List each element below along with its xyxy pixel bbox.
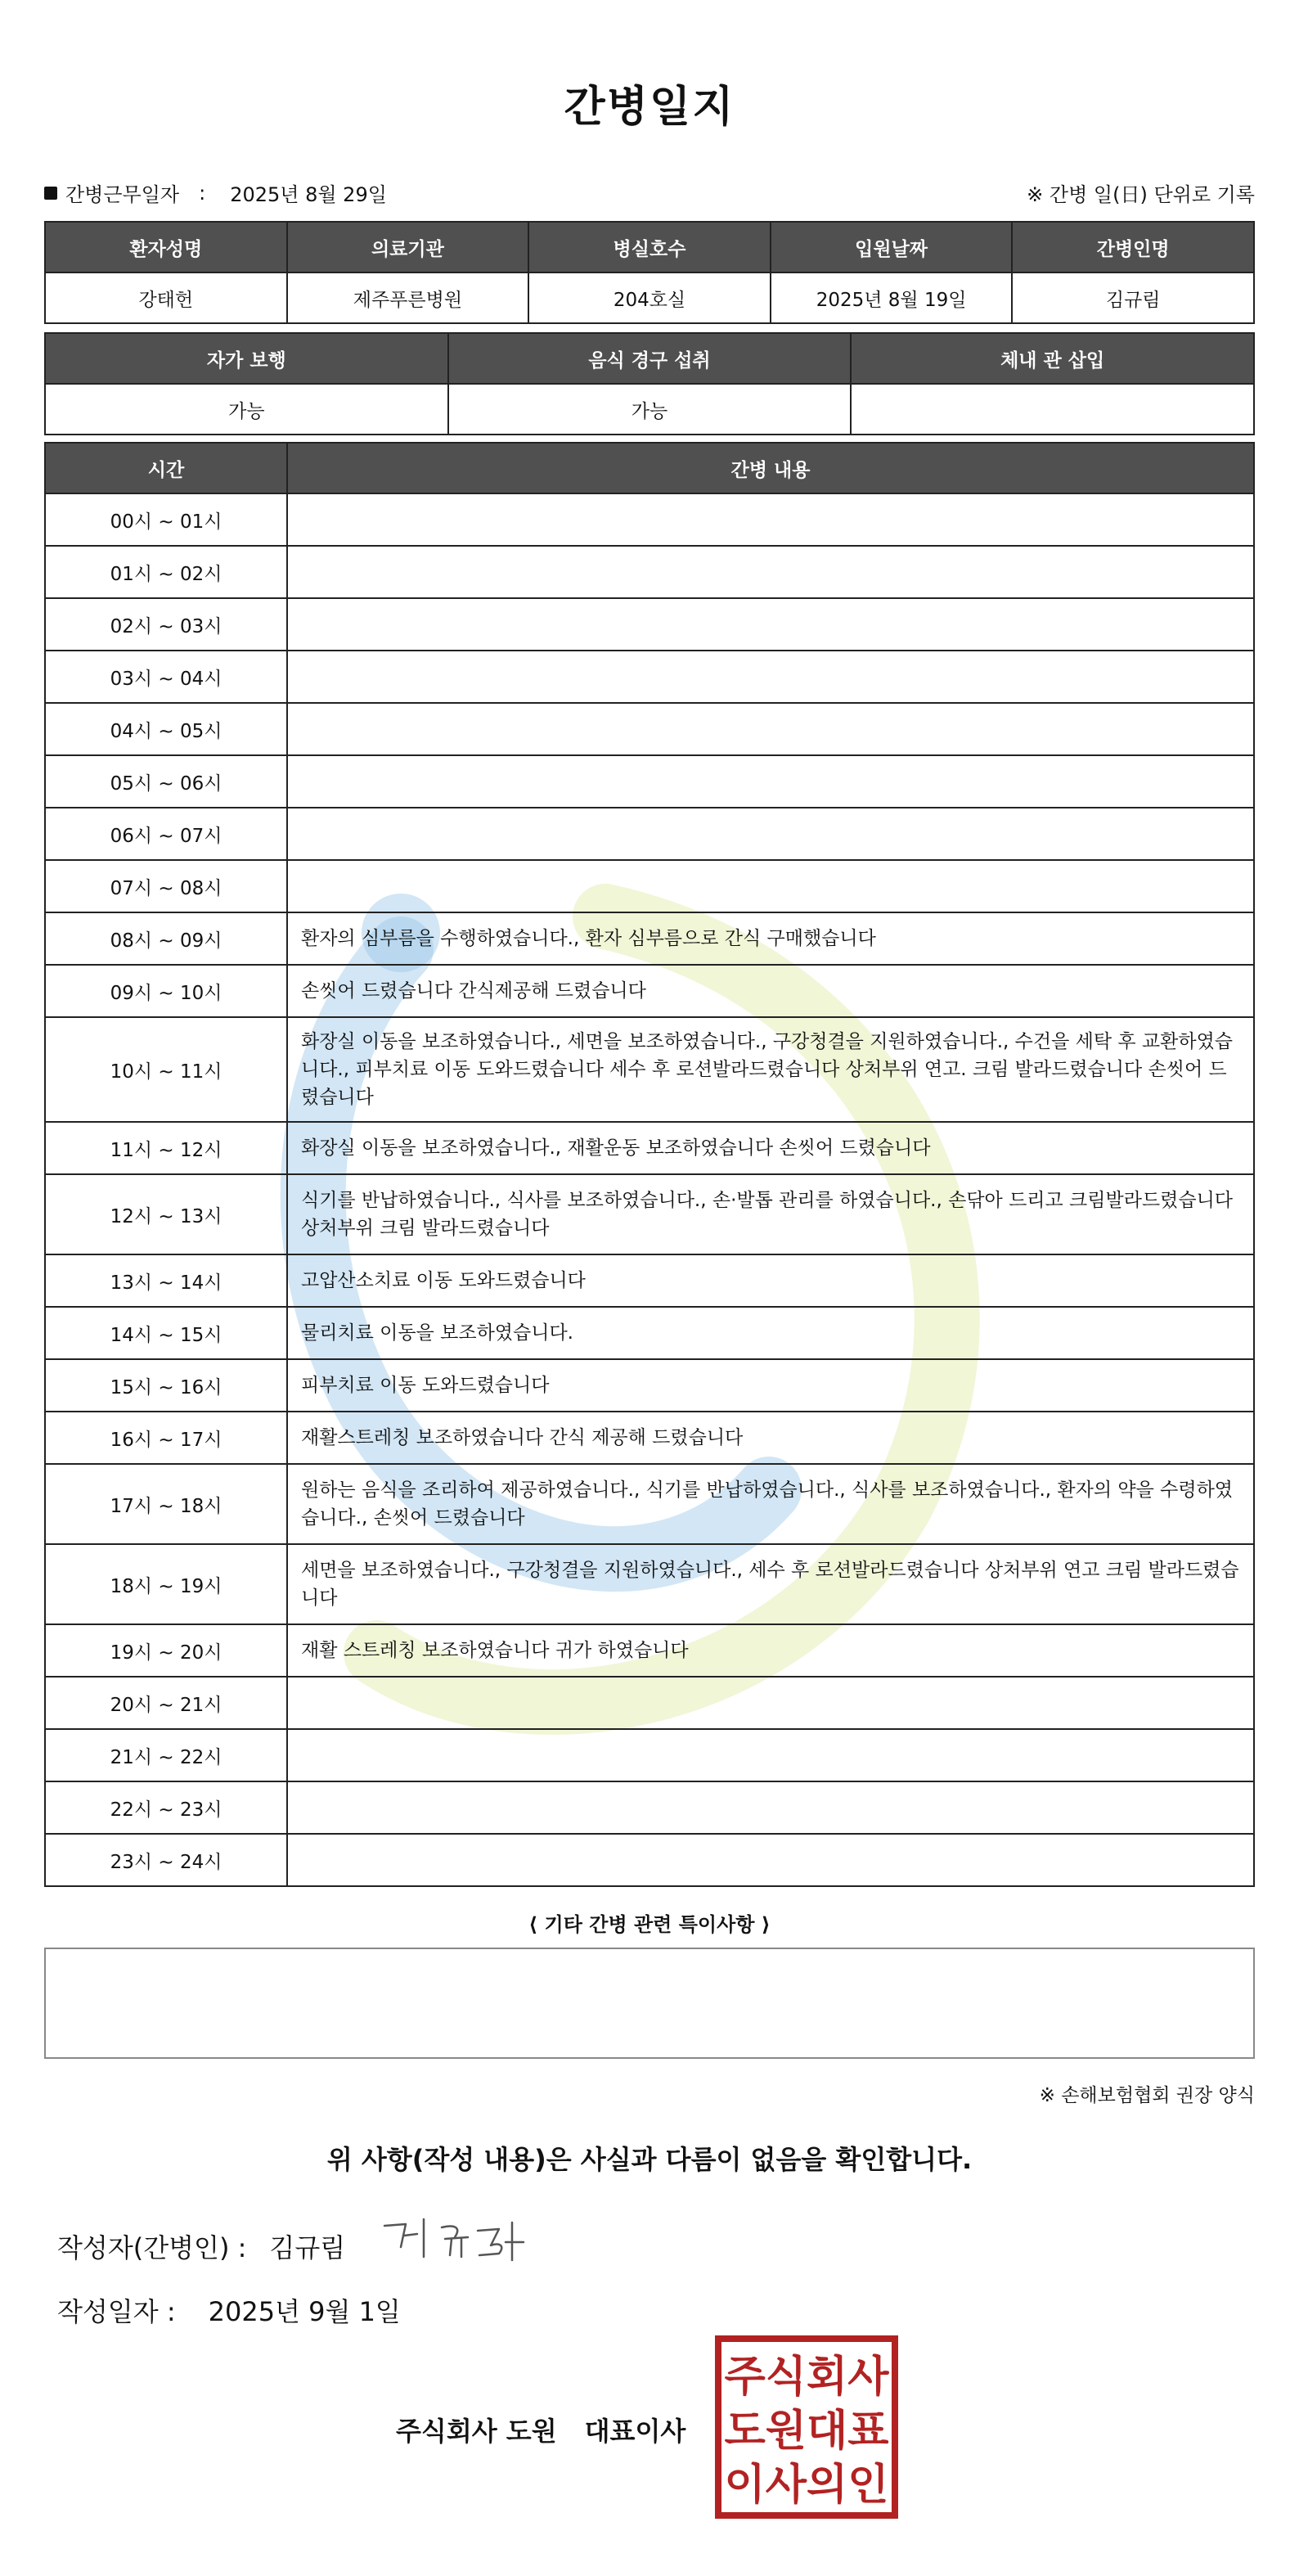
- log-time: 22시 ~ 23시: [45, 1781, 287, 1834]
- writer-line: [57, 2227, 345, 2265]
- log-time: 09시 ~ 10시: [45, 965, 287, 1017]
- log-content: [287, 755, 1254, 808]
- log-row: [45, 1624, 1254, 1677]
- notes-box: [44, 1948, 1255, 2059]
- seal-line-2: 도원대표: [724, 2407, 889, 2456]
- company-name: 주식회사 도원: [396, 2416, 557, 2447]
- log-time: 13시 ~ 14시: [45, 1254, 287, 1307]
- log-time: 20시 ~ 21시: [45, 1677, 287, 1729]
- log-row: [45, 1834, 1254, 1886]
- log-content: 고압산소치료 이동 도와드렸습니다: [287, 1254, 1254, 1307]
- caregiver-name: 김규림: [1012, 272, 1254, 323]
- log-time: 05시 ~ 06시: [45, 755, 287, 808]
- log-content: [287, 1834, 1254, 1886]
- confirmation-statement: 위 사항(작성 내용)은 사실과 다름이 없음을 확인합니다.: [326, 2144, 973, 2175]
- log-content: [287, 703, 1254, 755]
- log-time: 03시 ~ 04시: [45, 651, 287, 703]
- written-date-value: 2025년 9월 1일: [208, 2296, 401, 2327]
- log-content: [287, 493, 1254, 546]
- log-content: [287, 808, 1254, 860]
- self-walking-value: 가능: [45, 384, 448, 435]
- header-time: 시간: [45, 443, 287, 493]
- log-content: 손씻어 드렸습니다 간식제공해 드렸습니다: [287, 965, 1254, 1017]
- page-title: 간병일지: [564, 83, 735, 132]
- log-row: [45, 651, 1254, 703]
- oral-intake-value: 가능: [448, 384, 852, 435]
- header-caregiver-name: 간병인명: [1012, 222, 1254, 272]
- bullet-square-icon: [44, 187, 57, 200]
- log-row: [45, 1544, 1254, 1624]
- log-time: 21시 ~ 22시: [45, 1729, 287, 1781]
- header-hospital: 의료기관: [287, 222, 529, 272]
- writer-name: 김규림: [269, 2232, 346, 2263]
- log-time: 17시 ~ 18시: [45, 1464, 287, 1544]
- log-row: [45, 1017, 1254, 1122]
- log-row: [45, 1677, 1254, 1729]
- log-content: [287, 1677, 1254, 1729]
- log-content: 물리치료 이동을 보조하였습니다.: [287, 1307, 1254, 1359]
- header-self-walking: 자가 보행: [45, 333, 448, 384]
- log-content: 원하는 음식을 조리하여 제공하였습니다., 식기를 반납하였습니다., 식사를 보조하였습니다., 환자의 약을 수령하였습니다., 손씻어 드렸습니다: [287, 1464, 1254, 1544]
- seal-line-3: 이사의인: [724, 2461, 889, 2510]
- room-number: 204호실: [528, 272, 771, 323]
- hospital: 제주푸른병원: [287, 272, 529, 323]
- header-oral-intake: 음식 경구 섭취: [448, 333, 852, 384]
- log-content: [287, 598, 1254, 651]
- log-row: [45, 1122, 1254, 1174]
- log-time: 00시 ~ 01시: [45, 493, 287, 546]
- log-time: 10시 ~ 11시: [45, 1017, 287, 1122]
- log-content: 식기를 반납하였습니다., 식사를 보조하였습니다., 손·발톱 관리를 하였습니다., 손닦아 드리고 크림발라드렸습니다 상처부위 크림 발라드렸습니다: [287, 1174, 1254, 1254]
- admission-date: 2025년 8월 19일: [771, 272, 1013, 323]
- log-row: [45, 1781, 1254, 1834]
- log-row: [45, 912, 1254, 965]
- log-time: 19시 ~ 20시: [45, 1624, 287, 1677]
- log-time: 07시 ~ 08시: [45, 860, 287, 912]
- log-time: 11시 ~ 12시: [45, 1122, 287, 1174]
- log-content: [287, 1729, 1254, 1781]
- written-date-label: 작성일자 :: [57, 2296, 176, 2327]
- log-row: [45, 860, 1254, 912]
- log-row: [45, 493, 1254, 546]
- header-admission-date: 입원날짜: [771, 222, 1013, 272]
- header-patient-name: 환자성명: [45, 222, 287, 272]
- log-time: 08시 ~ 09시: [45, 912, 287, 965]
- duty-date-line: [44, 178, 1255, 211]
- log-time: 23시 ~ 24시: [45, 1834, 287, 1886]
- handwritten-signature: [376, 2209, 540, 2283]
- log-time: 15시 ~ 16시: [45, 1359, 287, 1412]
- log-row: [45, 1412, 1254, 1464]
- log-time: 01시 ~ 02시: [45, 546, 287, 598]
- care-log-table: [44, 442, 1255, 1887]
- header-room-number: 병실호수: [528, 222, 771, 272]
- log-row: [45, 965, 1254, 1017]
- log-time: 12시 ~ 13시: [45, 1174, 287, 1254]
- notes-title: ⟨ 기타 간병 관련 특이사항 ⟩: [528, 1913, 771, 1936]
- duty-date-colon: :: [199, 181, 206, 205]
- company-line: [396, 2411, 685, 2448]
- log-time: 18시 ~ 19시: [45, 1544, 287, 1624]
- log-content: [287, 860, 1254, 912]
- log-content: 화장실 이동을 보조하였습니다., 재활운동 보조하였습니다 손씻어 드렸습니다: [287, 1122, 1254, 1174]
- log-row: [45, 755, 1254, 808]
- writer-label: 작성자(간병인) :: [57, 2232, 247, 2263]
- log-content: 재활스트레칭 보조하였습니다 간식 제공해 드렸습니다: [287, 1412, 1254, 1464]
- patient-info-table: [44, 221, 1255, 324]
- log-content: [287, 651, 1254, 703]
- log-row: [45, 598, 1254, 651]
- seal-line-1: 주식회사: [724, 2353, 889, 2402]
- log-content: 피부치료 이동 도와드렸습니다: [287, 1359, 1254, 1412]
- patient-status-table: [44, 332, 1255, 435]
- company-role: 대표이사: [584, 2416, 686, 2447]
- record-unit-note: ※ 간병 일(日) 단위로 기록: [1027, 183, 1255, 206]
- log-row: [45, 546, 1254, 598]
- log-content: 환자의 심부름을 수행하였습니다., 환자 심부름으로 간식 구매했습니다: [287, 912, 1254, 965]
- log-content: 세면을 보조하였습니다., 구강청결을 지원하였습니다., 세수 후 로션발라드렸습니다 상처부위 연고 크림 발라드렸습니다: [287, 1544, 1254, 1624]
- tube-insertion-value: [851, 384, 1254, 435]
- log-time: 16시 ~ 17시: [45, 1412, 287, 1464]
- header-care-content: 간병 내용: [287, 443, 1254, 493]
- company-seal: [713, 2334, 900, 2520]
- log-time: 06시 ~ 07시: [45, 808, 287, 860]
- log-content: 화장실 이동을 보조하였습니다., 세면을 보조하였습니다., 구강청결을 지원하였습니다., 수건을 세탁 후 교환하였습니다., 피부치료 이동 도와드렸습니다 세수 후 로션발라드렸습니다 상처부위 연고. 크림 발라드렸습니다 손씻어 드렸습니다: [287, 1017, 1254, 1122]
- log-row: [45, 1307, 1254, 1359]
- log-row: [45, 1464, 1254, 1544]
- duty-date-label: 간병근무일자: [65, 183, 180, 206]
- log-row: [45, 1174, 1254, 1254]
- log-row: [45, 1359, 1254, 1412]
- log-content: 재활 스트레칭 보조하였습니다 귀가 하였습니다: [287, 1624, 1254, 1677]
- log-row: [45, 1729, 1254, 1781]
- log-row: [45, 1254, 1254, 1307]
- log-time: 04시 ~ 05시: [45, 703, 287, 755]
- duty-date-value: 2025년 8월 29일: [230, 183, 387, 206]
- log-content: [287, 546, 1254, 598]
- log-row: [45, 808, 1254, 860]
- patient-name: 강태헌: [45, 272, 287, 323]
- recommended-form-note: ※ 손해보험협회 권장 양식: [1039, 2085, 1255, 2106]
- log-row: [45, 703, 1254, 755]
- written-date-line: [57, 2291, 401, 2329]
- log-time: 02시 ~ 03시: [45, 598, 287, 651]
- header-tube-insertion: 체내 관 삽입: [851, 333, 1254, 384]
- log-time: 14시 ~ 15시: [45, 1307, 287, 1359]
- log-content: [287, 1781, 1254, 1834]
